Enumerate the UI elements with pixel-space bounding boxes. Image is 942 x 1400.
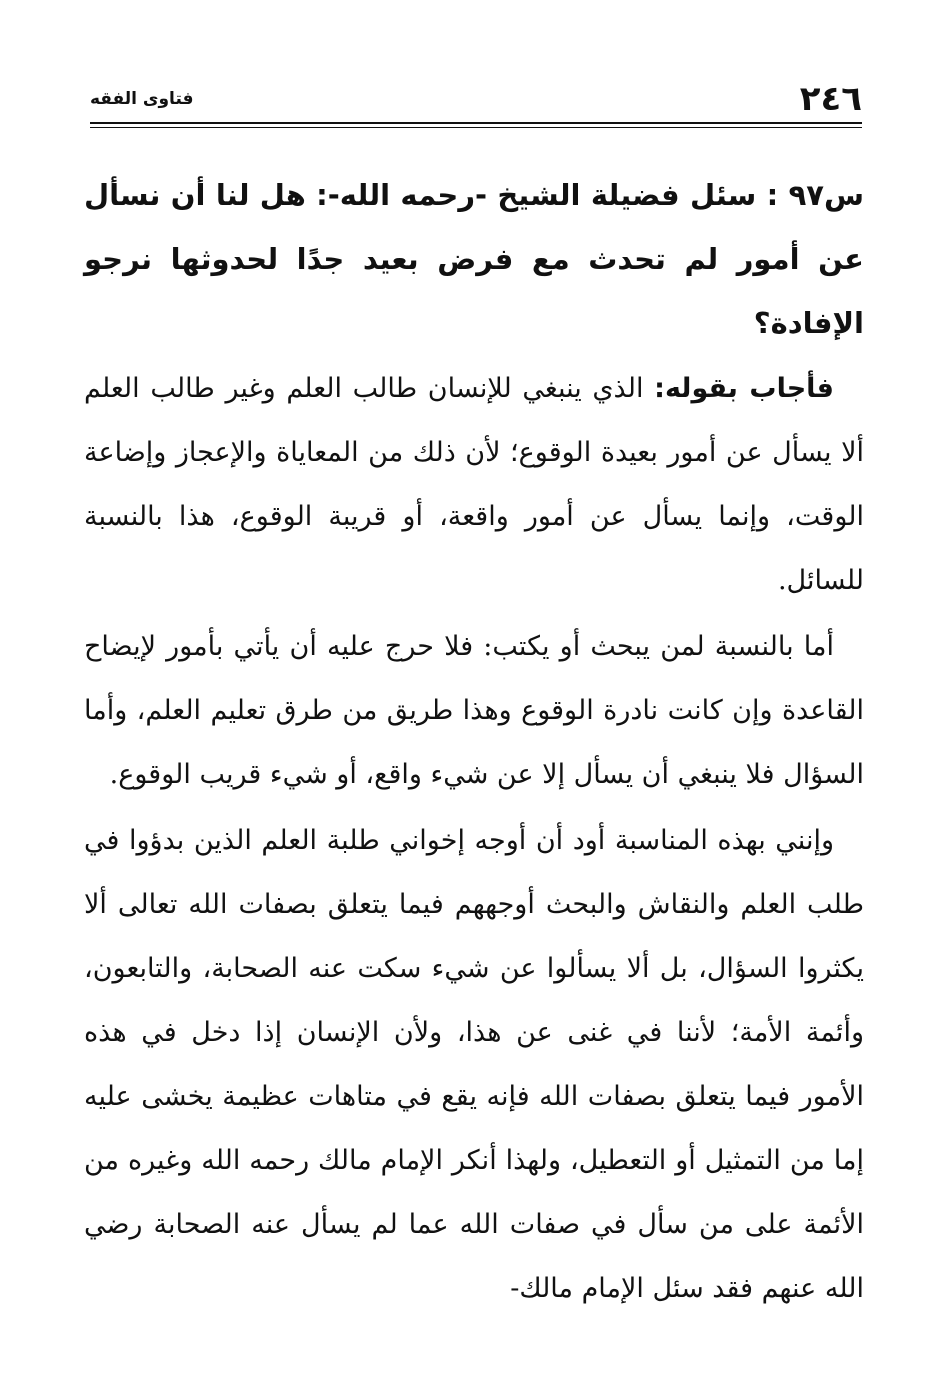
header-rule [90,122,862,124]
answer-lead: فأجاب بقوله: [654,373,834,404]
header-rule-thin [90,127,862,128]
page-number: ٢٤٦ [799,79,862,119]
running-title: فتاوى الفقه [90,89,194,109]
page-header [90,78,862,122]
question-text: سئل فضيلة الشيخ -رحمه الله-: هل لنا أن نسأل عن أمور لم تحدث مع فرض بعيد جدًا لحدوثها نرجو الإفادة؟ [84,178,864,340]
answer-paragraph [84,357,864,613]
answer-text: الذي ينبغي للإنسان طالب العلم وغير طالب العلم ألا يسأل عن أمور بعيدة الوقوع؛ لأن ذلك من المعاياة والإعجاز وإضاعة الوقت، وإنما يسأل عن أمور واقعة، أو قريبة الوقوع، هذا بالنسبة للسائل. [84,373,864,596]
question [84,163,864,355]
question-label: س٩٧ : [766,178,864,212]
paragraph: أما بالنسبة لمن يبحث أو يكتب: فلا حرج عليه أن يأتي بأمور لإيضاح القاعدة وإن كانت نادرة الوقوع وهذا طريق من طرق تعليم العلم، وأما السؤال فلا ينبغي أن يسأل إلا عن شيء واقع، أو شيء قريب الوقوع. [84,631,864,790]
page-body [84,163,864,1321]
paragraph: وإنني بهذه المناسبة أود أن أوجه إخواني طلبة العلم الذين بدؤوا في طلب العلم والنقاش والبحث أوجههم فيما يتعلق بصفات الله تعالى ألا يكثروا السؤال، بل ألا يسألوا عن شيء سكت عنه الصحابة، والتابعون، وأئمة الأمة؛ لأننا في غنى عن هذا، ولأن الإنسان إذا دخل في هذه الأمور فيما يتعلق بصفات الله فإنه يقع في متاهات عظيمة يخشى عليه إما من التمثيل أو التعطيل، ولهذا أنكر الإمام مالك رحمه الله وغيره من الأئمة على من سأل في صفات الله عما لم يسأل عنه الصحابة رضي الله عنهم فقد سئل الإمام مالك- [84,825,864,1304]
